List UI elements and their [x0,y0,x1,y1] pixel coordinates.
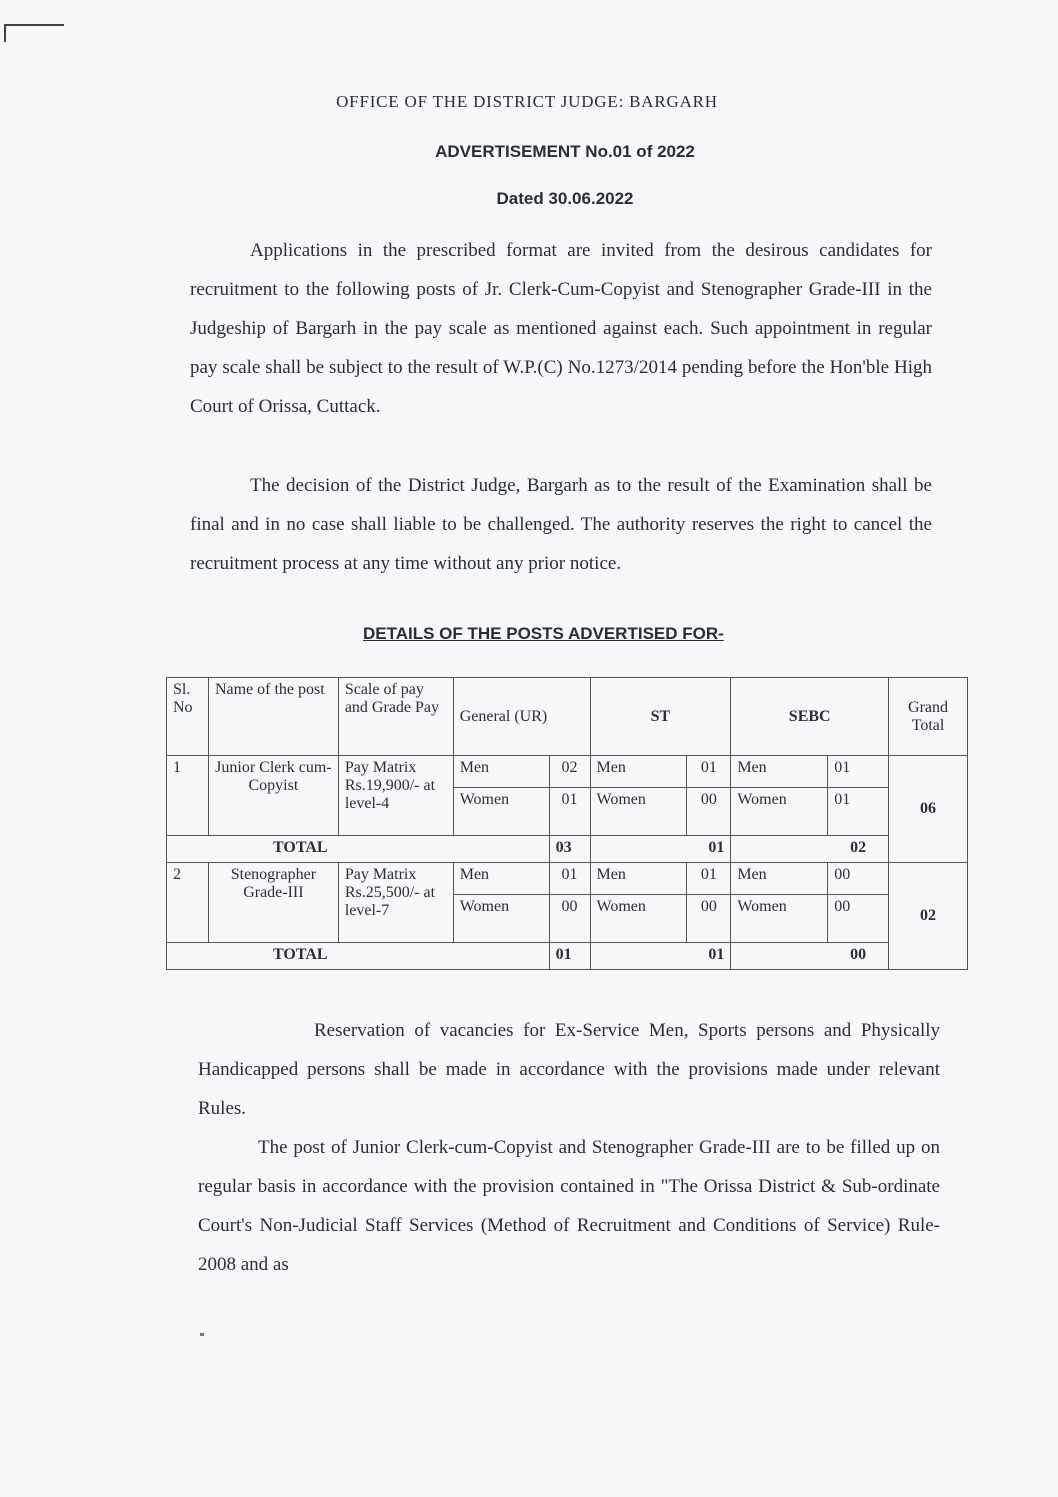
row1-total-st: 01 [590,836,731,863]
row2-sebc-men: 00 [828,863,889,895]
table-total-row [167,943,968,970]
row2-total-st: 01 [590,943,731,970]
table-total-row [167,836,968,863]
row1-gen-women: 01 [549,788,590,836]
row1-total-label: TOTAL [167,836,550,863]
row2-gen-women-label: Women [453,895,549,943]
row2-gen-men: 01 [549,863,590,895]
row2-post-name: Stenographer Grade-III [208,863,338,943]
row1-sebc-women: 01 [828,788,889,836]
reservation-paragraph: Reservation of vacancies for Ex-Service Men, Sports persons and Physically Handicapped persons shall be made in accordance with the provisions made under relevant Rules. [198,1020,940,1119]
row1-st-women-label: Women [590,788,687,836]
row1-st-men: 01 [687,756,731,788]
header-st: ST [590,678,731,756]
row2-scale: Pay Matrix Rs.25,500/- at level-7 [338,863,453,943]
table-header-row [167,678,968,756]
row2-total-label: TOTAL [167,943,550,970]
row2-total-sebc: 00 [731,943,889,970]
row1-scale: Pay Matrix Rs.19,900/- at level-4 [338,756,453,836]
row1-post-name: Junior Clerk cum-Copyist [208,756,338,836]
header-general: General (UR) [453,678,590,756]
row2-sebc-women: 00 [828,895,889,943]
row2-sebc-men-label: Men [731,863,828,895]
row1-sebc-women-label: Women [731,788,828,836]
intro-paragraph: Applications in the prescribed format are invited from the desirous candidates for recruitment to the following posts of Jr. Clerk-Cum-Copyist and Stenographer Grade-III in the Judgeship of Bargarh in the pay scale as mentioned against each. Such appointment in regular pay scale shall be subject to the result of W.P.(C) No.1273/2014 pending before the Hon'ble High Court of Orissa, Cuttack. [190,240,932,417]
row1-sl: 1 [167,756,209,836]
scan-speck [200,1333,204,1336]
header-grand-total: Grand Total [889,678,968,756]
header-sebc: SEBC [731,678,889,756]
header-name: Name of the post [208,678,338,756]
row2-gen-women: 00 [549,895,590,943]
table-row [167,756,968,788]
scan-edge-line [6,24,64,26]
office-title: OFFICE OF THE DISTRICT JUDGE: BARGARH [336,92,718,111]
row1-sebc-men: 01 [828,756,889,788]
scan-edge-mark [4,24,6,42]
header-scale: Scale of pay and Grade Pay [338,678,453,756]
row1-gen-men: 02 [549,756,590,788]
row1-gen-men-label: Men [453,756,549,788]
row2-st-women-label: Women [590,895,687,943]
advertisement-date: Dated 30.06.2022 [496,189,634,208]
row2-sebc-women-label: Women [731,895,828,943]
row2-st-men-label: Men [590,863,687,895]
table-row [167,863,968,895]
row1-total-general: 03 [549,836,590,863]
row1-sebc-men-label: Men [731,756,828,788]
regular-basis-paragraph: The post of Junior Clerk-cum-Copyist and Stenographer Grade-III are to be filled up on regular basis in accordance with the provision contained in "The Orissa District & Sub-ordinate Court's Non-Judicial Staff Services (Method of Recruitment and Conditions of Service) Rule-2008 and as [198,1137,940,1275]
row2-st-women: 00 [687,895,731,943]
row1-total-sebc: 02 [731,836,889,863]
row2-sl: 2 [167,863,209,943]
row2-gen-men-label: Men [453,863,549,895]
row2-grand-total: 02 [889,863,968,970]
header-sl: Sl. No [167,678,209,756]
row1-grand-total: 06 [889,756,968,863]
row1-st-women: 00 [687,788,731,836]
decision-paragraph: The decision of the District Judge, Bargarh as to the result of the Examination shall be final and in no case shall liable to be challenged. The authority reserves the right to cancel the recruitment process at any time without any prior notice. [190,475,932,574]
posts-table [166,677,968,970]
row2-st-men: 01 [687,863,731,895]
row1-gen-women-label: Women [453,788,549,836]
advertisement-number: ADVERTISEMENT No.01 of 2022 [435,142,695,161]
row1-st-men-label: Men [590,756,687,788]
details-heading: DETAILS OF THE POSTS ADVERTISED FOR- [363,624,724,643]
row2-total-general: 01 [549,943,590,970]
